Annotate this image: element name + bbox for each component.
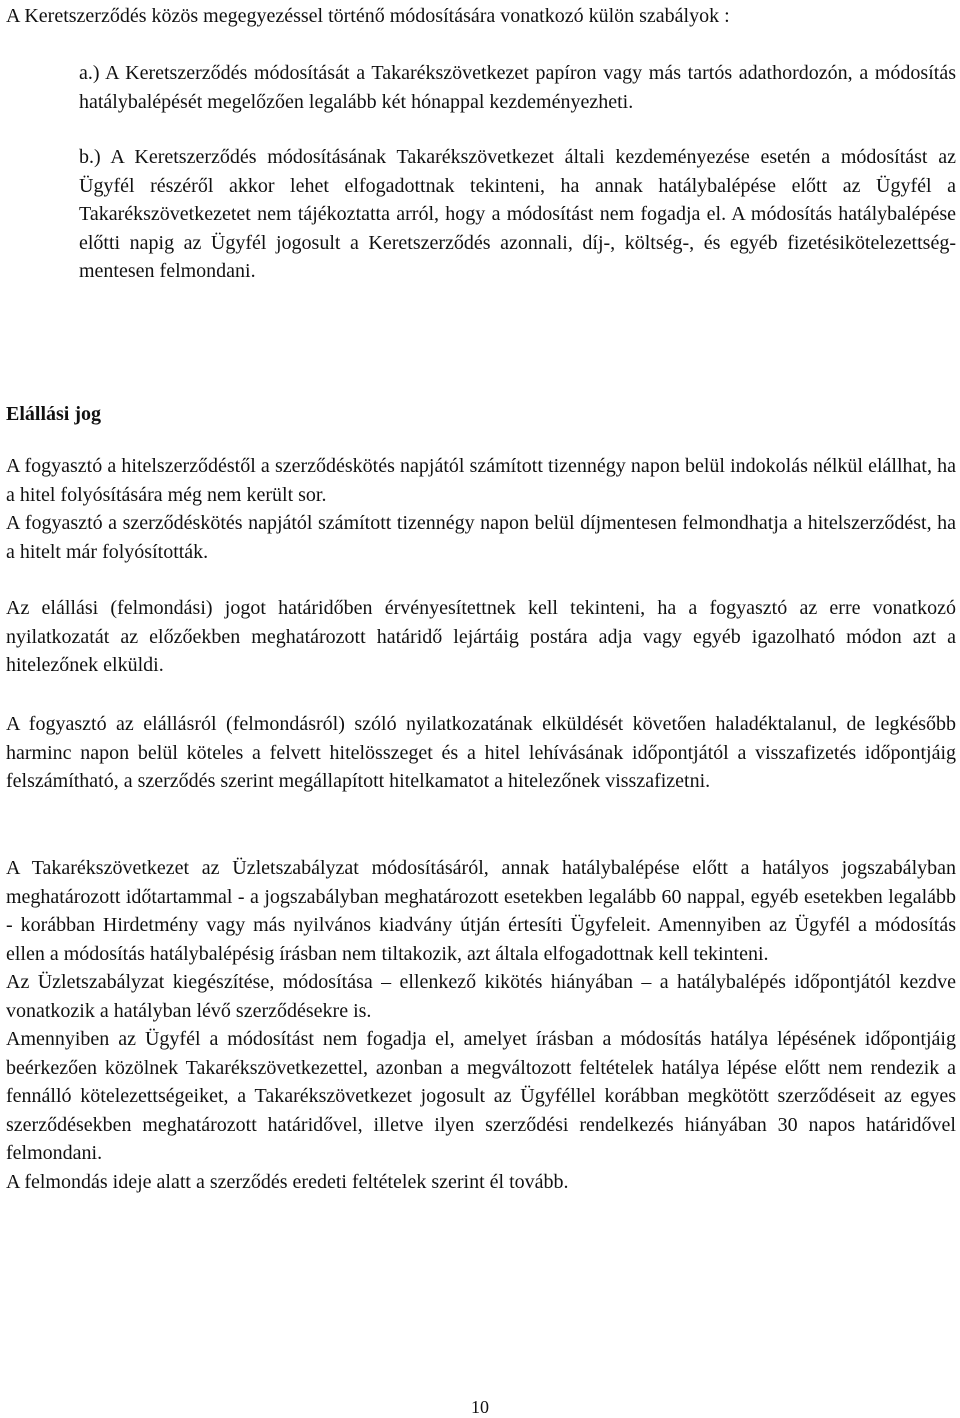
paragraph: A fogyasztó a hitelszerződéstől a szerződéskötés napjától számított tizennégy napon belül indokolás nélkül elállhat, ha a hitel folyósítására még nem került sor. bbox=[6, 455, 956, 506]
list-item-marker: a.) bbox=[79, 62, 100, 84]
paragraph: A Takarékszövetkezet az Üzletszabályzat módosításáról, annak hatálybalépése előtt a hatályos jogszabályban meghatározott időtartammal - a jogszabályban meghatározott esetekben legalább 60 nappal, egyéb esetekben legalább - korábban Hirdetmény vagy más nyilvános kiadvány útján értesíti Ügyfeleit. Amennyiben az Ügyfél a módosítás ellen a módosítás hatálybalépésig írásban nem tiltakozik, azt általa elfogadottnak kell tekinteni. bbox=[6, 857, 956, 965]
page-number: 10 bbox=[471, 1397, 489, 1417]
paragraph: A fogyasztó a szerződéskötés napjától számított tizennégy napon belül díjmentesen felmondhatja a hitelszerződést, ha a hitelt már folyósították. bbox=[6, 512, 956, 563]
list-item-text: A Keretszerződés módosítását a Takarékszövetkezet papíron vagy más tartós adathordozón, a módosítás hatálybalépését megelőzően legalább két hónappal kezdeményezheti. bbox=[79, 62, 956, 113]
list-item-b bbox=[79, 143, 956, 286]
paragraph: A fogyasztó az elállásról (felmondásról) szóló nyilatkozatának elküldését követően haladéktalanul, de legkésőbb harminc napon belül köteles a felvett hitelösszeget és a hitel lehívásának időpontjától a visszafizetés időpontjáig felszámítható, a szerződés szerint megállapított hitelkamatot a hitelezőnek visszafizetni. bbox=[6, 713, 956, 792]
paragraph-group-1 bbox=[6, 452, 956, 566]
intro-line: A Keretszerződés közös megegyezéssel történő módosítására vonatkozó külön szabályok : bbox=[6, 5, 730, 27]
list-item-marker: b.) bbox=[79, 146, 101, 168]
paragraph: A felmondás ideje alatt a szerződés eredeti feltételek szerint él tovább. bbox=[6, 1170, 569, 1193]
list-item-a bbox=[79, 59, 956, 116]
paragraph: Az Üzletszabályzat kiegészítése, módosítása – ellenkező kikötés hiányában – a hatálybalépés időpontjától kezdve vonatkozik a hatályban lévő szerződésekre is. bbox=[6, 971, 956, 1022]
paragraph: Az elállási (felmondási) jogot határidőben érvényesítettnek kell tekinteni, ha a fogyasztó az erre vonatkozó nyilatkozatát az előzőekben meghatározott határidő lejártáig postára adja vagy egyéb igazolható módon azt a hitelezőnek elküldi. bbox=[6, 597, 956, 676]
paragraph: Amennyiben az Ügyfél a módosítást nem fogadja el, amelyet írásban a módosítás hatálya lépésének időpontjáig beérkezően közölnek Takarékszövetkezettel, azonban a megváltozott feltételek hatálya lépése előtt nem rendezik a fennálló kötelezettségeiket, a Takarékszövetkezet jogosult az Ügyféllel korábban megkötött szerződéseit az egyes szerződésekben meghatározott határidővel, illetve ilyen szerződési rendelkezés hiányában 30 napos határidővel felmondani. bbox=[6, 1028, 956, 1164]
list-item-text: A Keretszerződés módosításának Takarékszövetkezet általi kezdeményezése esetén a módosítást az Ügyfél részéről akkor lehet elfogadottnak tekinteni, ha annak hatálybalépése előtt az Ügyfél a Takarékszövetkezetet nem tájékoztatta arról, hogy a módosítást nem fogadja el. A módosítás hatálybalépése előtti napig az Ügyfél jogosult a Keretszerződés azonnali, díj-, költség-, és egyéb fizetésikötelezettség-mentesen felmondani. bbox=[79, 146, 956, 282]
paragraph-group-4 bbox=[6, 854, 956, 1196]
section-heading: Elállási jog bbox=[6, 403, 102, 425]
paragraph-group-3 bbox=[6, 710, 956, 796]
paragraph-group-2 bbox=[6, 594, 956, 680]
